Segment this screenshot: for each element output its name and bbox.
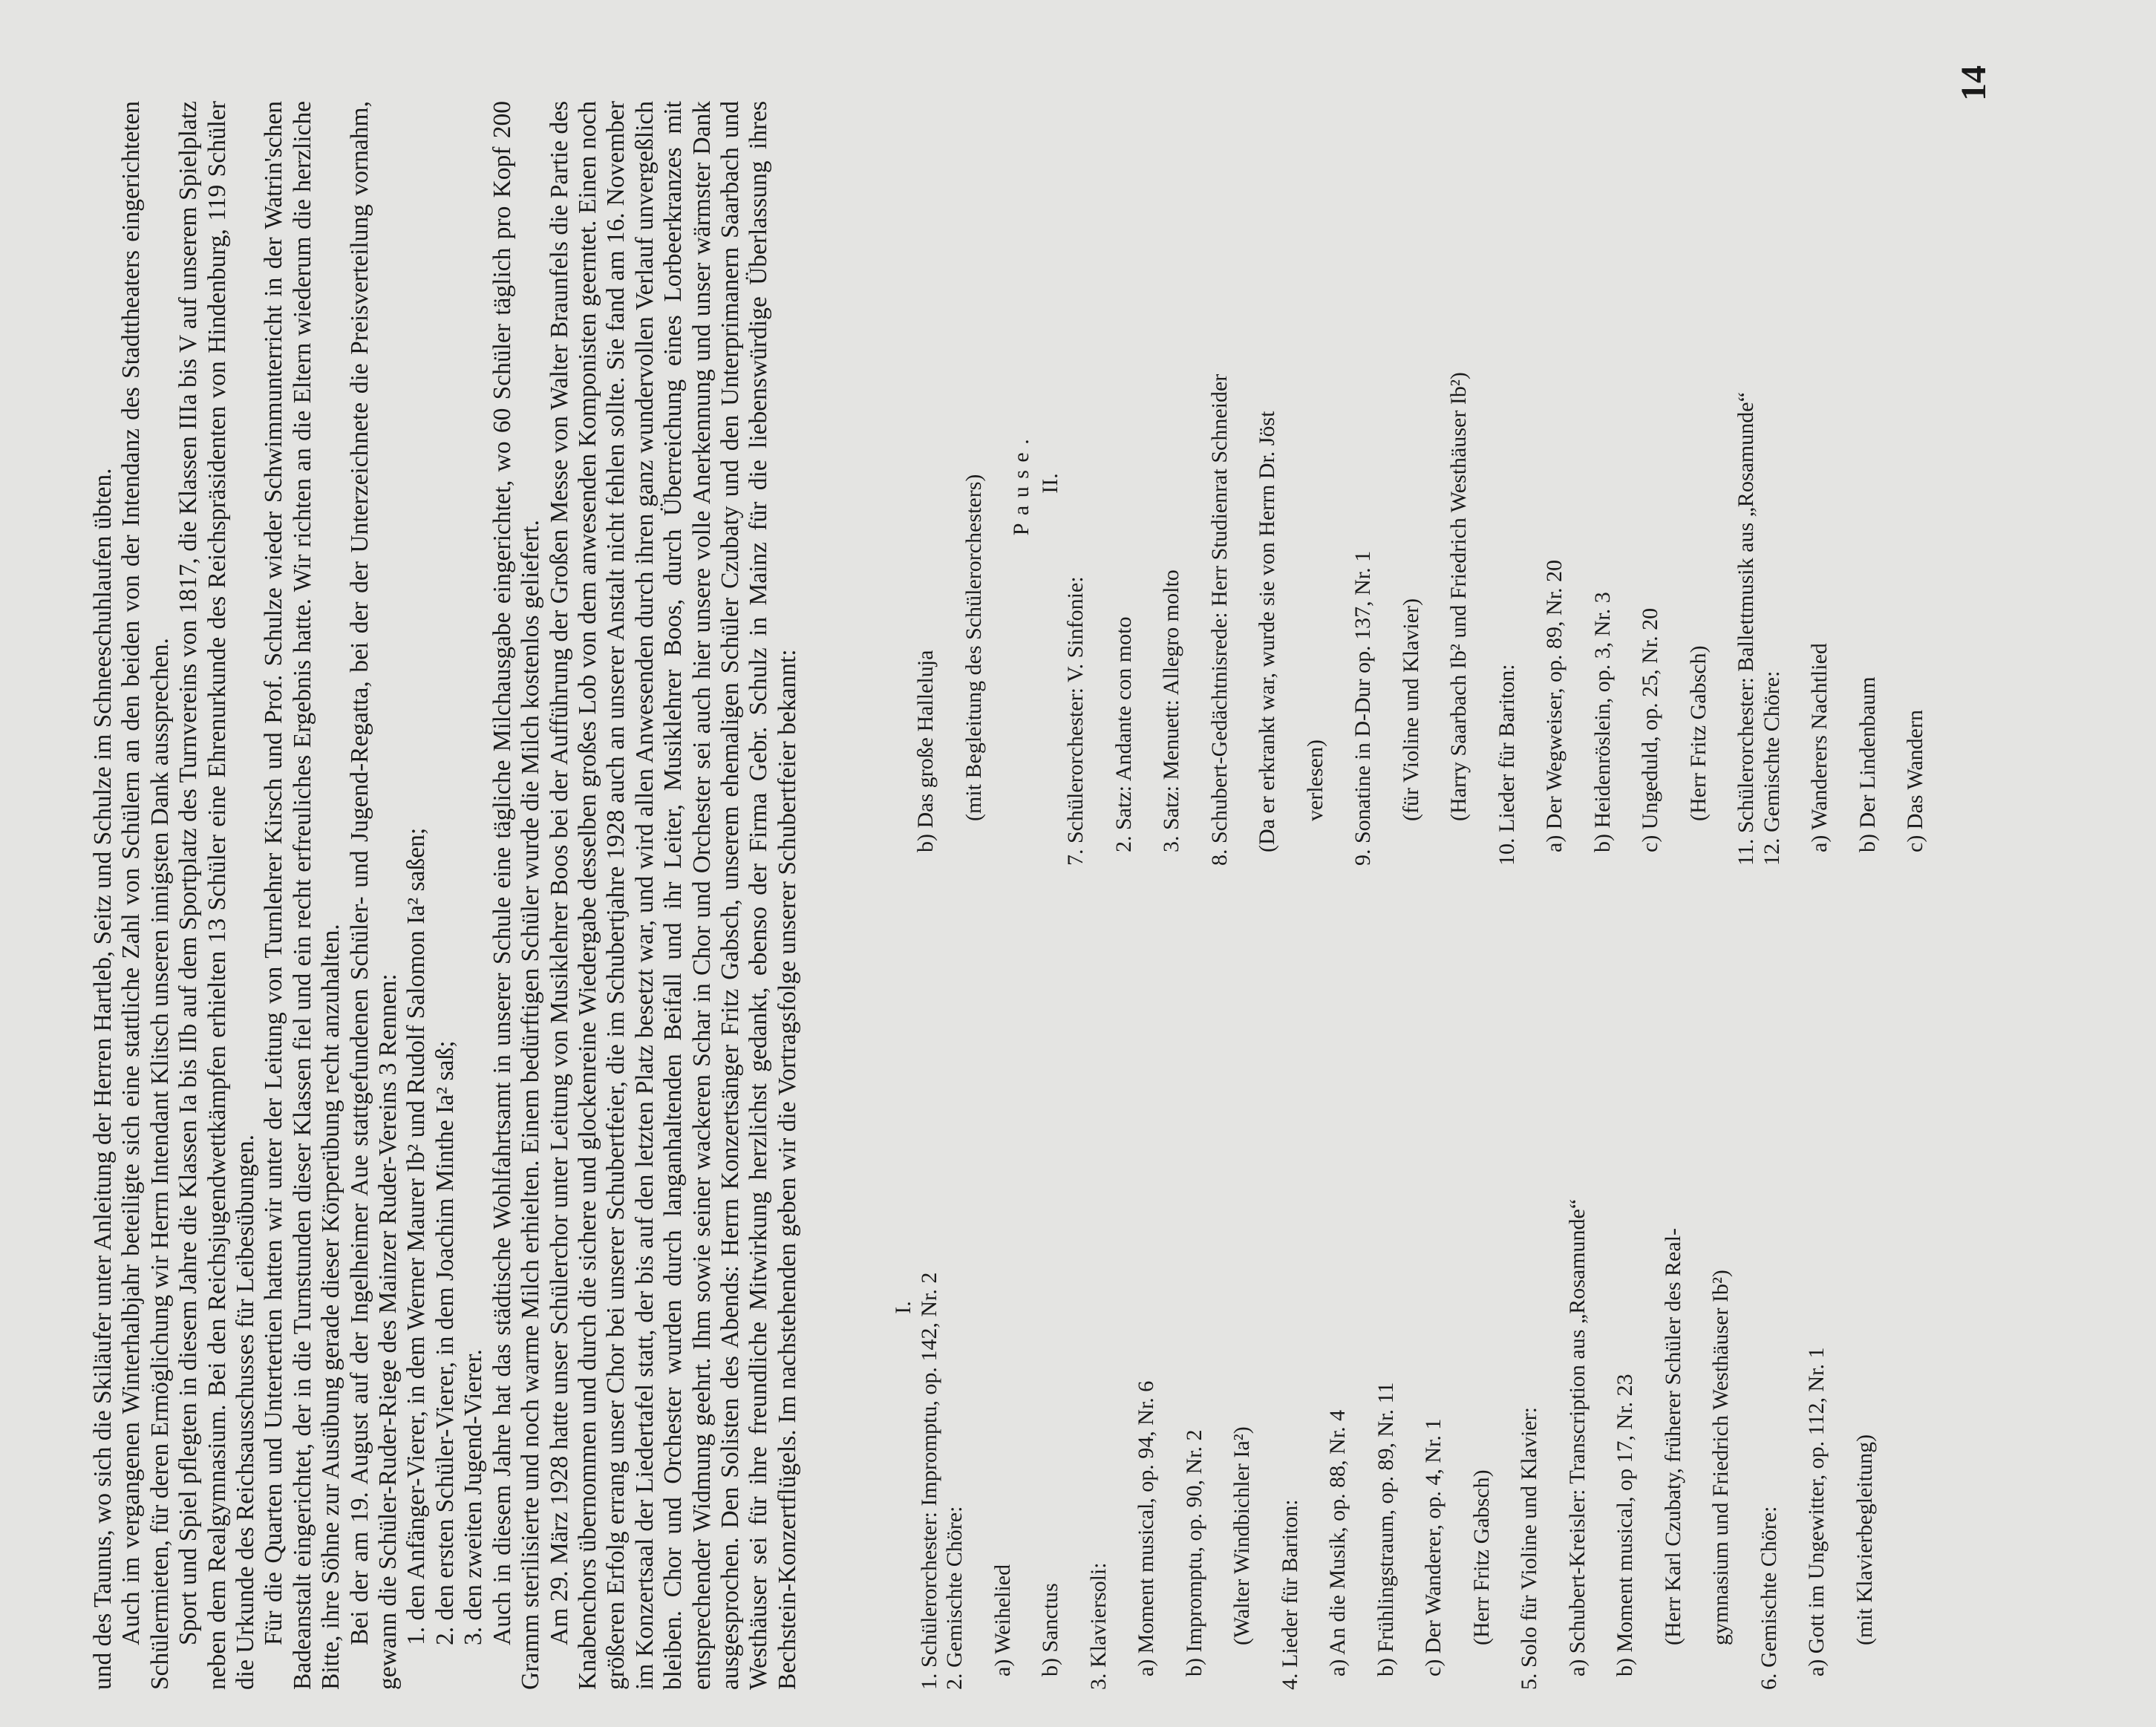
program-item: 10. Lieder für Bariton: bbox=[1494, 664, 1519, 866]
program-item: 3. Satz: Menuett: Allegro molto bbox=[1159, 569, 1183, 852]
program-item: (Walter Windbichler Ia²) bbox=[1229, 1426, 1254, 1645]
program-item: a) Der Wegweiser, op. 89, Nr. 20 bbox=[1542, 559, 1567, 852]
part-two-title: II. bbox=[1037, 473, 1062, 494]
program-item: a) Schubert-Kreisler: Transcription aus „Rosamunde“ bbox=[1564, 1198, 1590, 1677]
program-column-right bbox=[891, 101, 1951, 866]
program-item: a) Moment musical, op. 94, Nr. 6 bbox=[1134, 1380, 1158, 1677]
program-item: 8. Schubert-Gedächtnisrede: Herr Studienrat Schneider bbox=[1206, 373, 1232, 866]
program-items-left bbox=[917, 925, 1878, 1690]
program-item: 12. Gemischte Chöre: bbox=[1759, 670, 1784, 866]
program-item: (Herr Fritz Gabsch) bbox=[1685, 645, 1711, 821]
program-item: 11. Schülerorchester: Ballettmusik aus „Rosamunde“ bbox=[1734, 392, 1758, 866]
program-item: a) Wanderers Nachtlied bbox=[1807, 643, 1832, 852]
program-items-right-bottom bbox=[1063, 101, 1929, 866]
program-item: (mit Klavierbegleitung) bbox=[1852, 1434, 1877, 1645]
regatta-item-2: 2. den ersten Schüler-Vierer, in dem Joachim Minthe Ia² saß; bbox=[431, 1040, 459, 1645]
program-column-left bbox=[891, 925, 1900, 1690]
paragraph-schubertfeier: Am 29. März 1928 hatte unser Schülerchor unter Leitung von Musiklehrer Boos bei der Aufführung der Großen Messe von Walter Braunfels die Partie des Knabenchors übernommen und durch die sichere und glockenreine Wiedergabe desselben großes Lob von dem anwesenden Komponisten geerntet. Einen noch größeren Erfolg errang unser Chor bei unserer Schubertfeier, die im Schubertjahre 1928 auch an unserer Anstalt nicht fehlen sollte. Sie fand am 16. November im Konzertsaal der Liedertafel statt, der bis auf den letzten Platz besetzt war, und wird allen Anwesenden durch ihren ganz wundervollen Verlauf unvergeßlich bleiben. Chor und Orchester wurden durch langanhaltenden Beifall und ihr Leiter, Musiklehrer Boos, durch Überreichung eines Lorbeerkranzes mit entsprechender Widmung geehrt. Ihm sowie seiner wackeren Schar in Chor und Orchester sei auch hier unsere volle Anerkennung und unser wärmster Dank ausgesprochen. Den Solisten des Abends: Herrn Konzertsänger Fritz Gabsch, unserem ehemaligen Schüler Czubaty und den Unterprimanern Saarbach und Westhäuser sei für ihre freundliche Mitwirkung herzlichst gedankt, ebenso der Firma Gebr. Schulz in Mainz für die liebenswürdige Überlassung ihres Bechstein-Konzertflügels. Im nachstehenden geben wir die Vortragsfolge unserer Schubertfeier bekannt: bbox=[545, 101, 801, 1690]
program-item: gymnasium und Friedrich Westhäuser Ib²) bbox=[1708, 1270, 1733, 1645]
program-items-right-top bbox=[913, 101, 987, 866]
regatta-item-3: 3. den zweiten Jugend-Vierer. bbox=[460, 1349, 488, 1645]
paragraph-milk: Auch in diesem Jahre hat das städtische Wohlfahrtsamt in unserer Schule eine tägliche Milchausgabe eingerichtet, wo 60 Schüler täglich pro Kopf 200 Gramm sterilisierte und noch warme Milch erhielten. Einem bedürftigen Schüler wurde die Milch kostenlos geliefert. bbox=[488, 101, 545, 1690]
body-text bbox=[89, 101, 802, 1690]
paragraph-sport: Sport und Spiel pflegten in diesem Jahre die Klassen Ia bis IIb auf dem Sportplatz des Turnvereins von 1817, die Klassen IIIa bis V auf unserem Spielplatz neben dem Realgymnasium. Bei den Reichsjugendwettkämpfen erhielten 13 Schüler eine Ehrenurkunde des Reichspräsidenten von Hindenburg, 119 Schüler die Urkunde des Reichsausschusses für Leibesübungen. bbox=[174, 101, 260, 1690]
program-item: 5. Solo für Violine und Klavier: bbox=[1517, 1407, 1541, 1690]
program-item: b) Frühlingstraum, op. 89, Nr. 11 bbox=[1373, 1382, 1398, 1677]
program-item: 2. Gemischte Chöre: bbox=[942, 1506, 967, 1690]
program-item: 3. Klaviersoli: bbox=[1085, 1562, 1111, 1690]
program-item: b) Der Lindenbaum bbox=[1855, 676, 1880, 852]
paragraph-regatta: Bei der am 19. August auf der Ingelheimer Aue stattgefundenen Schüler- und Jugend-Regatta, bei der der Unterzeichnete die Preisverteilung vornahm, gewann die Schüler-Ruder-Riege des Mainzer Ruder-Vereins 3 Rennen: bbox=[345, 101, 402, 1690]
program-item: c) Das Wandern bbox=[1903, 710, 1927, 852]
regatta-item-1: 1. den Anfänger-Vierer, in dem Werner Maurer Ib² und Rudolf Salomon Ia² saßen; bbox=[402, 827, 431, 1645]
program-item: c) Ungeduld, op. 25, Nr. 20 bbox=[1638, 607, 1662, 852]
paragraph-swimming: Für die Quarten und Untertertien hatten wir unter der Leitung von Turnlehrer Kirsch und Prof. Schulze wieder Schwimmunterricht in der Watrin'schen Badeanstalt eingerichtet, der in die Turnstunden dieser Klassen fiel und ein recht erfreuliches Ergebnis hatte. Wir richten an die Eltern wiederum die herzliche Bitte, ihre Söhne zur Ausübung gerade dieser Körperübung recht anzuhalten. bbox=[260, 101, 345, 1690]
rotated-page bbox=[89, 65, 2049, 1690]
program-item: c) Der Wanderer, op. 4, Nr. 1 bbox=[1421, 1418, 1446, 1677]
paragraph-theater: Auch im vergangenen Winterhalbjahr beteiligte sich eine stattliche Zahl von Schülern an den beiden von der Intendanz des Stadttheaters eingerichteten Schülermieten, für deren Ermöglichung wir Herrn Intendant Klitsch unseren innigsten Dank aussprechen. bbox=[117, 101, 174, 1690]
program-item: b) Heidenröslein, op. 3, Nr. 3 bbox=[1590, 592, 1615, 852]
program-item: 4. Lieder für Bariton: bbox=[1277, 1499, 1302, 1690]
program-item: b) Das große Halleluja bbox=[913, 650, 938, 852]
program-item: a) Gott im Ungewitter, op. 112, Nr. 1 bbox=[1804, 1347, 1829, 1677]
program-item: (Herr Karl Czubaty, früherer Schüler des Real- bbox=[1660, 1228, 1685, 1645]
program-item: b) Moment musical, op 17, Nr. 23 bbox=[1613, 1374, 1637, 1677]
program-item: 6. Gemischte Chöre: bbox=[1756, 1506, 1781, 1690]
program-item: 7. Schülerorchester: V. Sinfonie: bbox=[1063, 576, 1088, 866]
part-one-title: I. bbox=[891, 1301, 915, 1314]
program-item: a) An die Musik, op. 88, Nr. 4 bbox=[1325, 1409, 1350, 1677]
program-item: 2. Satz: Andante con moto bbox=[1111, 616, 1136, 852]
program-item: (Harry Saarbach Ib² und Friedrich Westhäuser Ib²) bbox=[1446, 372, 1471, 821]
program-item: (Da er erkrankt war, wurde sie von Herrn Dr. Jöst bbox=[1255, 411, 1279, 852]
program-item: a) Weihelied bbox=[990, 1564, 1015, 1677]
program-item: (mit Begleitung des Schülerorchesters) bbox=[961, 474, 986, 821]
program-item: b) Impromptu, op. 90, Nr. 2 bbox=[1181, 1429, 1206, 1677]
program-item: 1. Schülerorchester: Impromptu, op. 142, Nr. 2 bbox=[916, 1272, 941, 1690]
program-item: (Herr Fritz Gabsch) bbox=[1469, 1469, 1494, 1645]
pause-label: Pause. bbox=[1009, 431, 1033, 536]
paragraph-taunus: und des Taunus, wo sich die Skiläufer unter Anleitung der Herren Hartleb, Seitz und Schulze im Schneeschuhlaufen übten. bbox=[89, 468, 117, 1690]
program-item: (für Violine und Klavier) bbox=[1398, 598, 1423, 821]
program-item: b) Sanctus bbox=[1038, 1583, 1062, 1677]
page-number: 14 bbox=[1954, 65, 1993, 101]
program-item: verlesen) bbox=[1302, 740, 1327, 821]
program-item: 9. Sonatine in D-Dur op. 137, Nr. 1 bbox=[1350, 550, 1375, 866]
